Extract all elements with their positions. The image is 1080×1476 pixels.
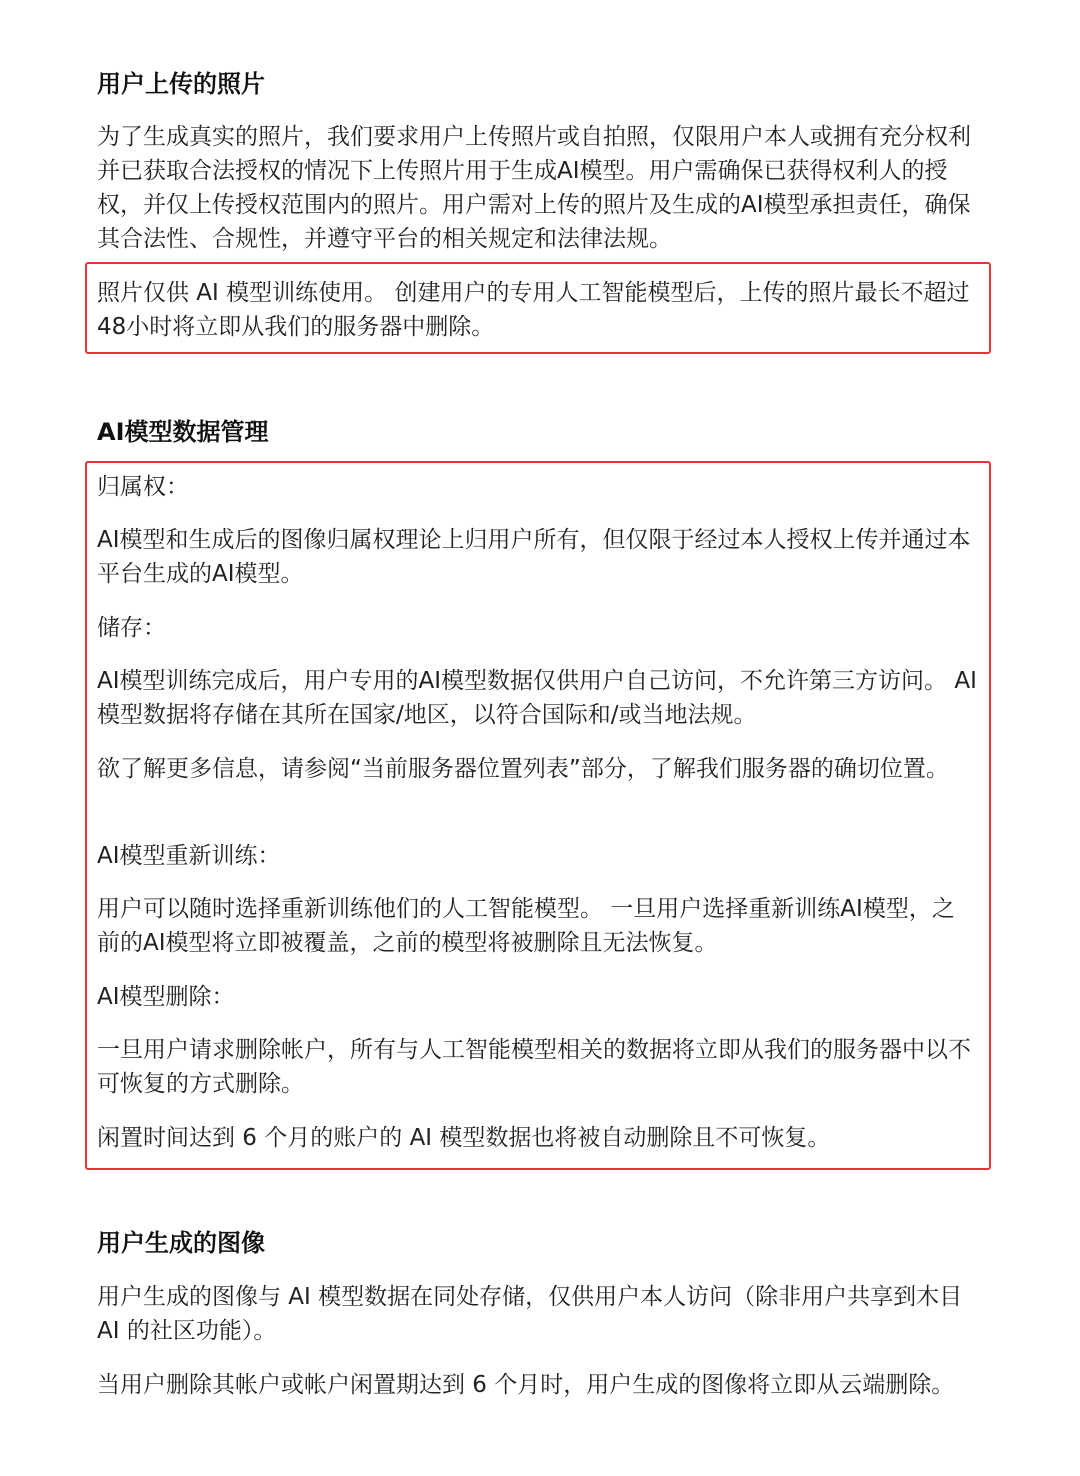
delete-label: AI模型删除： <box>97 984 235 1010</box>
section-heading-model-data: AI模型数据管理 <box>97 418 269 446</box>
storage-paragraph: AI模型训练完成后，用户专用的AI模型数据仅供用户自己访问，不允许第三方访问。 AI模型数据将存储在其所在国家/地区，以符合国际和/或当地法规。 <box>97 668 977 728</box>
section-heading-uploaded-photos: 用户上传的照片 <box>97 70 265 98</box>
delete-paragraph: 一旦用户请求删除帐户，所有与人工智能模型相关的数据将立即从我们的服务器中以不可恢复的方式删除。 <box>97 1037 971 1097</box>
generated-images-deletion-paragraph: 当用户删除其帐户或帐户闲置期达到 6 个月时，用户生成的图像将立即从云端删除。 <box>97 1372 955 1398</box>
highlight-box-model-data <box>85 461 991 1170</box>
photo-usage-paragraph: 照片仅供 AI 模型训练使用。 创建用户的专用人工智能模型后，上传的照片最长不超过48小时将立即从我们的服务器中删除。 <box>97 280 970 340</box>
storage-more-info-paragraph: 欲了解更多信息，请参阅“当前服务器位置列表”部分，了解我们服务器的确切位置。 <box>97 756 949 782</box>
retrain-label: AI模型重新训练： <box>97 843 281 869</box>
highlight-box-photo-usage <box>85 262 991 354</box>
retrain-paragraph: 用户可以随时选择重新训练他们的人工智能模型。 一旦用户选择重新训练AI模型，之前的AI模型将立即被覆盖，之前的模型将被删除且无法恢复。 <box>97 896 955 956</box>
uploaded-photos-paragraph: 为了生成真实的照片，我们要求用户上传照片或自拍照，仅限用户本人或拥有充分权利并已获取合法授权的情况下上传照片用于生成AI模型。用户需确保已获得权利人的授权，并仅上传授权范围内的照片。用户需对上传的照片及生成的AI模型承担责任，确保其合法性、合规性，并遵守平台的相关规定和法律法规。 <box>97 124 971 252</box>
ownership-label: 归属权： <box>97 474 189 500</box>
storage-label: 储存： <box>97 615 166 641</box>
ownership-paragraph: AI模型和生成后的图像归属权理论上归用户所有，但仅限于经过本人授权上传并通过本平台生成的AI模型。 <box>97 527 971 587</box>
generated-images-storage-paragraph: 用户生成的图像与 AI 模型数据在同处存储，仅供用户本人访问（除非用户共享到木目AI 的社区功能）。 <box>97 1284 963 1344</box>
idle-deletion-paragraph: 闲置时间达到 6 个月的账户的 AI 模型数据也将被自动删除且不可恢复。 <box>97 1125 831 1151</box>
section-heading-generated-images: 用户生成的图像 <box>97 1229 265 1257</box>
